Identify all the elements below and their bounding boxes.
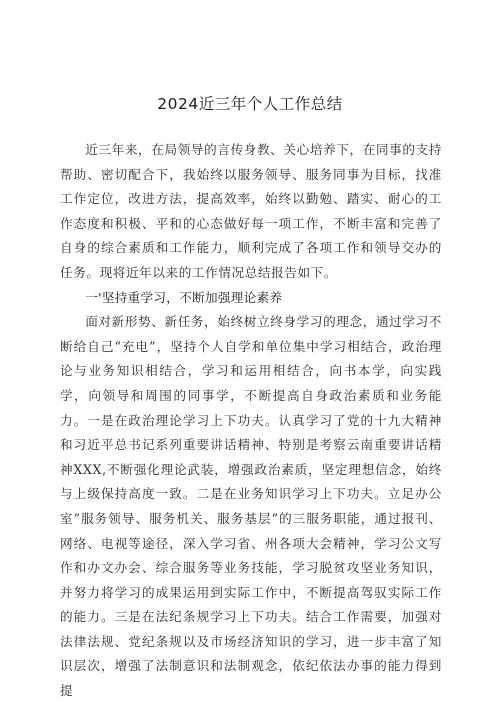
- document-title: 2024近三年个人工作总结: [157, 95, 343, 113]
- document-body: [60, 138, 442, 704]
- section-heading: 一'坚持重学习，不断加强理论素养: [85, 289, 283, 305]
- intro-paragraph: 近三年来，在局领导的言传身教、关心培养下，在同事的支持帮助、密切配合下，我始终以服务领导、服务同事为目标，找准工作定位，改进方法，提高效率，始终以勤勉、踏实、耐心的工作态度和积极、平和的心态做好每一项工作，不断丰富和完善了自身的综合素质和工作能力，顺利完成了各项工作和领导交办的任务。现将近年以来的工作情况总结报告如下。: [60, 142, 442, 280]
- section-paragraph: 面对新形势、新任务，始终树立终身学习的理念，通过学习不断给自己“充电”，坚持个人自学和单位集中学习相结合，政治理论与业务知识相结合，学习和运用相结合，向书本学，向实践学，向领导和周围的同事学，不断提高自身政治素质和业务能力。一是在政治理论学习上下功夫。认真学习了党的十九大精神和习近平总书记系列重要讲话精神、特别是考察云南重要讲话精神XXX,不断强化理论武装，增强政治素质，坚定理想信念，始终与上级保持高度一致。二是在业务知识学习上下功夫。立足办公室”服务领导、服务机关、服务基层”的三服务职能，通过报刊、网络、电视等途径，深入学习省、州各项大会精神，学习公文写作和办文办会、综合服务等业务技能，学习脱贫攻坚业务知识，并努力将学习的成果运用到实际工作中，不断提高驾驭实际工作的能力。三是在法纪条规学习上下功夫。结合工作需要，加强对法律法规、党纪条规以及市场经济知识的学习，进一步丰富了知识层次，增强了法制意识和法制观念，依纪依法办事的能力得到提: [60, 314, 442, 699]
